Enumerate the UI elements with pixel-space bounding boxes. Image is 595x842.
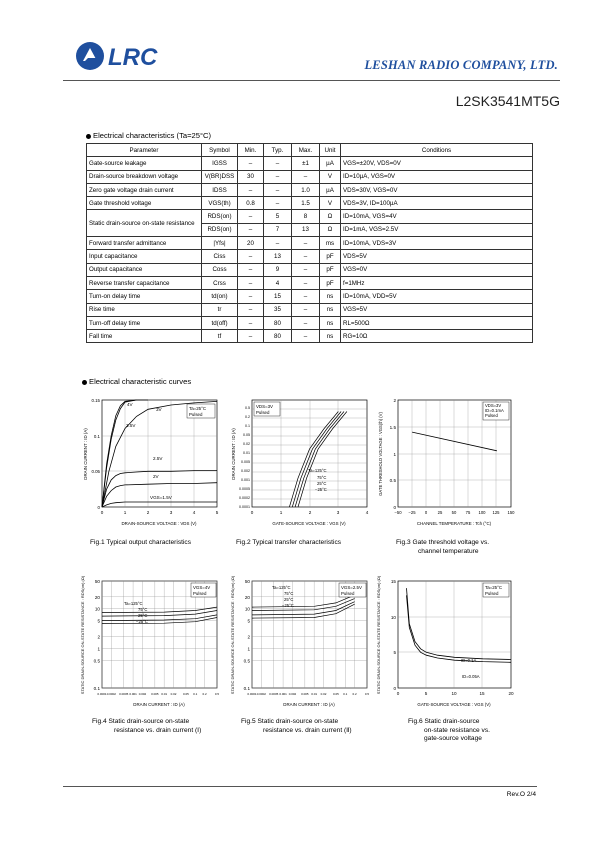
fig1-label-1.5v: VGS=1.5V [150,495,172,500]
svg-text:25°C: 25°C [284,597,294,602]
table-cell-unit: pF [320,263,341,276]
svg-text:125: 125 [492,510,500,515]
fig1-label-2.5v: 2.5V [153,456,163,461]
table-cell-sym: IDSS [202,183,238,196]
svg-text:2: 2 [393,398,396,403]
table-cell-max: – [292,290,320,303]
table-cell-param: Forward transfer admittance [87,237,202,250]
table-cell-min: – [238,210,264,223]
svg-text:0.0002: 0.0002 [239,496,250,500]
fig1-note-1: Pulsed [189,412,203,417]
fig4-xtick: 0.002 [138,692,147,696]
table-cell-sym: Coss [202,263,238,276]
header-parameter: Parameter [87,144,202,157]
table-cell-min: 0.8 [238,197,264,210]
section-title: Electrical characteristics (Ta=25°C) [93,131,212,140]
table-cell-max: 1.0 [292,183,320,196]
table-cell-sym: tr [202,303,238,316]
svg-text:0: 0 [393,505,396,510]
fig6-series-ID=0.05A [407,595,512,662]
table-cell-typ: – [264,237,292,250]
fig5-xtick: 0.0005 [269,692,279,696]
footer-rule [63,786,537,787]
table-cell-cond: f=1MHz [341,276,533,289]
svg-text:10: 10 [390,615,396,620]
fig5-xtick: 0.1 [343,692,348,696]
fig1-series-2.5V [102,471,217,507]
table-cell-cond: VGS=±20V, VDS=0V [341,157,533,170]
table-cell-param: Fall time [87,330,202,343]
fig4-ytick: 5 [97,618,100,624]
fig5-ytick: 20 [244,594,250,600]
table-cell-min: – [238,303,264,316]
svg-text:0.5: 0.5 [245,406,250,410]
fig5-xtick: 0.02 [320,692,327,696]
svg-text:25: 25 [437,510,443,515]
table-cell-min: – [238,263,264,276]
table-cell-min: – [238,290,264,303]
table-row [87,237,533,250]
fig4-ytick: 0.1 [93,686,100,691]
table-cell-unit: ns [320,316,341,329]
table-cell-max: – [292,316,320,329]
fig3-xlabel: CHANNEL TEMPERATURE : Tch (°C) [416,521,492,526]
section-title: Electrical characteristic curves [89,377,192,386]
table-row [87,210,533,223]
table-cell-max: – [292,330,320,343]
table-cell-typ: – [264,170,292,183]
chart-fig4 [78,573,226,711]
bullet-icon [82,380,87,385]
table-cell-typ: 80 [264,316,292,329]
svg-text:75°C: 75°C [284,591,294,596]
fig1-xtick: 3 [169,510,173,515]
table-cell-unit: V [320,197,341,210]
fig5-xlabel: DRAIN CURRENT : ID (A) [283,702,335,707]
table-cell-min: – [238,330,264,343]
fig6-ylabel: STATIC DRAIN-SOURCE ON-STATE RESISTANCE : RDS(on) (Ω) [376,575,381,695]
fig4-caption: Fig.4 Static drain-source on-state resistance vs. drain current (Ⅰ) [92,718,202,734]
svg-text:−50: −50 [394,510,402,515]
header-rule [63,80,560,81]
fig4-xtick: 0.005 [151,692,159,696]
table-cell-param: Zero gate voltage drain current [87,183,202,196]
table-cell-typ: 5 [264,210,292,223]
fig1-xtick: 1 [123,510,127,515]
fig2-note-0: VDS=3V [256,404,273,409]
fig5-ytick: 1 [247,646,250,652]
table-cell-max: – [292,276,320,289]
table-row [87,170,533,183]
fig1-plot [83,398,219,526]
fig6-note-0: Ta=25°C [485,585,503,590]
table-cell-cond: VGS=5V [341,303,533,316]
svg-text:15: 15 [479,691,485,696]
fig1-xtick: 2 [146,510,150,515]
header-typ: Typ. [264,144,292,157]
svg-text:−25: −25 [408,510,416,515]
fig1-note-0: Ta=25°C [189,406,207,411]
table-cell-max: ±1 [292,157,320,170]
table-cell-min: – [238,276,264,289]
fig4-xtick: 0.5 [214,692,220,696]
table-cell-min: – [238,316,264,329]
header-conditions: Conditions [341,144,533,157]
fig5-ytick: 0.1 [243,686,250,691]
table-cell-max: – [292,303,320,316]
svg-text:25°C: 25°C [138,613,148,618]
fig2-label-25: 25°C [317,481,327,486]
table-cell-cond: ID=10µA, VGS=0V [341,170,533,183]
fig6-label-b: ID=0.05A [462,674,480,679]
fig1-ytick: 0.15 [91,398,100,403]
table-cell-typ: 80 [264,330,292,343]
fig4-ytick: 2 [97,634,100,640]
fig2-xtick: 4 [365,510,369,515]
table-cell-param: Gate-source leakage [87,157,202,170]
fig5-ytick: 2 [247,634,250,640]
svg-text:0.2: 0.2 [245,415,250,419]
table-cell-sym: RDS(on) [202,210,238,223]
page-revision: Rev.O 2/4 [506,791,536,798]
table-cell-cond: RG=10Ω [341,330,533,343]
fig5-note-0: VGS=2.5V [341,585,362,590]
svg-text:0.5: 0.5 [389,478,396,483]
table-cell-typ: 35 [264,303,292,316]
fig6-note-1: Pulsed [485,591,499,596]
svg-text:75: 75 [465,510,471,515]
table-cell-min: – [238,183,264,196]
table-row [87,330,533,343]
table-cell-param: Turn-off delay time [87,316,202,329]
fig1-xtick: 0 [100,510,104,515]
table-cell-param: Reverse transfer capacitance [87,276,202,289]
fig5-ytick: 0.5 [243,658,250,664]
table-cell-max: 1.5 [292,197,320,210]
table-cell-unit: V [320,170,341,183]
table-cell-sym: Ciss [202,250,238,263]
fig1-series-3.5V [102,400,137,507]
svg-text:5: 5 [393,650,396,655]
table-cell-sym: td(off) [202,316,238,329]
fig2-xlabel: GATE-SOURCE VOLTAGE : VGS (V) [272,521,346,526]
table-row [87,250,533,263]
svg-text:0.1: 0.1 [245,424,250,428]
fig1-series-1.5V [102,502,217,507]
fig1-ytick: 0.05 [91,469,100,474]
svg-text:Ta=125°C: Ta=125°C [124,601,143,606]
fig1-ytick: 0.1 [93,434,100,439]
chart-fig2 [228,392,376,530]
fig4-ytick: 10 [94,606,100,612]
table-row [87,290,533,303]
table-cell-min: – [238,157,264,170]
fig4-xtick: 0.1 [193,692,198,696]
svg-text:0: 0 [424,510,428,515]
svg-text:0.002: 0.002 [241,469,250,473]
fig6-caption: Fig.6 Static drain-source on-state resistance vs. gate-source voltage [408,718,490,742]
table-header-row [87,144,533,157]
fig4-ytick: 0.5 [93,658,100,664]
table-cell-cond: ID=10mA, VGS=4V [341,210,533,223]
table-cell-unit: µA [320,183,341,196]
table-cell-sym: V(BR)DSS [202,170,238,183]
table-cell-cond: VDS=30V, VGS=0V [341,183,533,196]
fig3-note-0: VDS=3V [485,403,502,408]
fig4-ytick: 20 [94,594,100,600]
fig4-series-75°C [102,611,217,617]
svg-text:0.0001: 0.0001 [239,505,250,509]
table-cell-min: – [238,250,264,263]
fig3-ylabel: GATE THRESHOLD VOLTAGE : VGS(th) (V) [378,412,383,496]
svg-text:0: 0 [393,686,396,691]
svg-text:150: 150 [507,510,515,515]
table-row [87,197,533,210]
table-cell-sym: tf [202,330,238,343]
svg-text:0.01: 0.01 [243,451,250,455]
bullet-icon [86,134,91,139]
fig5-xtick: 0.5 [364,692,370,696]
table-cell-unit: ms [320,237,341,250]
fig5-xtick: 0.001 [279,692,287,696]
table-cell-typ: 4 [264,276,292,289]
fig5-caption: Fig.5 Static drain-source on-state resistance vs. drain current (Ⅱ) [241,718,352,734]
table-cell-cond: ID=10mA, VDD=5V [341,290,533,303]
fig4-xtick: 0.2 [202,692,207,696]
header-max: Max. [292,144,320,157]
svg-text:50: 50 [451,510,457,515]
fig5-series-25°C [252,602,355,615]
table-cell-cond: RL=500Ω [341,316,533,329]
company-name: LESHAN RADIO COMPANY, LTD. [364,58,558,72]
svg-text:0.0005: 0.0005 [239,487,250,491]
table-cell-unit: ns [320,330,341,343]
fig5-ytick: 50 [244,579,250,584]
svg-text:Ta=125°C: Ta=125°C [272,585,291,590]
fig1-xtick: 4 [192,510,196,515]
fig2-label-75: 75°C [317,475,327,480]
table-cell-cond: VDS=3V, ID=100µA [341,197,533,210]
svg-text:0.02: 0.02 [243,442,250,446]
fig4-ytick: 1 [97,646,100,652]
table-cell-typ: 9 [264,263,292,276]
fig4-xlabel: DRAIN CURRENT : ID (A) [133,702,185,707]
table-cell-unit: ns [320,303,341,316]
fig5-ylabel: STATIC DRAIN-SOURCE ON-STATE RESISTANCE : RDS(on) (Ω) [230,575,235,695]
table-cell-unit: pF [320,276,341,289]
header-min: Min. [238,144,264,157]
table-cell-unit: ns [320,290,341,303]
section-electrical-characteristics [86,131,211,140]
fig5-ytick: 10 [244,606,250,612]
svg-text:−25°C: −25°C [282,603,294,608]
table-cell-sym: IGSS [202,157,238,170]
fig5-xtick: 0.05 [332,692,339,696]
fig4-xtick: 0.05 [182,692,189,696]
fig3-note-1: ID=0.1mA [485,408,504,413]
svg-text:15: 15 [390,579,396,584]
table-cell-typ: – [264,183,292,196]
fig4-xtick: 0.02 [170,692,177,696]
fig4-xtick: 0.0002 [106,692,116,696]
table-cell-cond: VGS=0V [341,263,533,276]
fig2-label-m25: −25°C [315,487,327,492]
table-cell-sym: RDS(on) [202,223,238,236]
svg-text:20: 20 [508,691,514,696]
table-cell-max: – [292,263,320,276]
table-cell-unit: Ω [320,210,341,223]
fig4-xtick: 0.0001 [97,692,107,696]
svg-text:0.005: 0.005 [241,460,250,464]
table-row [87,157,533,170]
table-cell-sym: td(on) [202,290,238,303]
fig4-note-1: Pulsed [193,591,207,596]
svg-text:5: 5 [424,691,428,696]
fig1-label-2v: 2V [153,474,159,479]
fig5-xtick: 0.002 [288,692,297,696]
spec-table [86,143,533,343]
table-cell-typ: – [264,157,292,170]
table-cell-max: – [292,237,320,250]
table-cell-unit: µA [320,157,341,170]
fig5-xtick: 0.0001 [247,692,257,696]
table-cell-unit: pF [320,250,341,263]
table-cell-param: Input capacitance [87,250,202,263]
table-cell-typ: – [264,197,292,210]
svg-text:100: 100 [478,510,486,515]
table-cell-min: 20 [238,237,264,250]
fig2-note-1: Pulsed [256,410,270,415]
table-cell-param: Rise time [87,303,202,316]
section-curves [82,377,191,386]
table-cell-typ: 15 [264,290,292,303]
fig4-note-0: VGS=4V [193,585,211,590]
fig5-xtick: 0.2 [352,692,357,696]
table-cell-sym: |Yfs| [202,237,238,250]
svg-text:0.001: 0.001 [241,478,250,482]
fig1-label-4v: 4V [127,402,133,407]
part-number: L2SK3541MT5G [455,93,560,109]
fig1-ylabel: DRAIN CURRENT : ID (A) [83,428,88,480]
chart-fig6 [374,573,522,711]
fig1-xlabel: DRAIN-SOURCE VOLTAGE : VDS (V) [121,521,197,526]
fig5-xtick: 0.0002 [256,692,266,696]
fig6-label-a: ID=0.1A [461,658,477,663]
svg-text:0.05: 0.05 [243,433,250,437]
table-cell-unit: Ω [320,223,341,236]
table-row [87,316,533,329]
table-cell-max: 13 [292,223,320,236]
table-row [87,183,533,196]
table-row [87,263,533,276]
svg-text:1.5: 1.5 [389,425,396,430]
fig2-label-125: Ta=125°C [308,468,327,473]
fig4-xtick: 0.01 [161,692,168,696]
fig6-series-ID=0.1A [407,588,512,659]
fig5-xtick: 0.005 [301,692,309,696]
fig6-xlabel: GATE-SOURCE VOLTAGE : VGS (V) [417,702,491,707]
table-row [87,303,533,316]
svg-text:10: 10 [451,691,457,696]
fig4-xtick: 0.001 [129,692,137,696]
table-cell-param: Output capacitance [87,263,202,276]
chart-fig3 [374,392,522,530]
table-cell-cond: ID=10mA, VDS=3V [341,237,533,250]
fig1-xtick: 5 [215,510,219,515]
table-cell-param: Drain-source breakdown voltage [87,170,202,183]
fig4-series-Ta=125°C [102,607,217,613]
fig2-xtick: 1 [279,510,283,515]
table-cell-typ: 7 [264,223,292,236]
fig4-ylabel: STATIC DRAIN-SOURCE ON-STATE RESISTANCE : RDS(on) (Ω) [80,575,85,695]
fig5-note-1: Pulsed [341,591,355,596]
fig3-series [412,432,497,451]
table-cell-typ: 13 [264,250,292,263]
header-symbol: Symbol [202,144,238,157]
fig2-ylabel: DRAIN CURRENT : ID (A) [231,428,236,480]
table-cell-param: Gate threshold voltage [87,197,202,210]
table-cell-cond: ID=1mA, VGS=2.5V [341,223,533,236]
lrc-logo [74,40,179,72]
table-cell-max: 8 [292,210,320,223]
svg-text:−25°C: −25°C [136,619,148,624]
table-row [87,276,533,289]
logo-text: LRC [108,44,158,71]
fig2-xtick: 0 [250,510,254,515]
fig2-caption: Fig.2 Typical transfer characteristics [236,539,342,546]
table-cell-cond: VDS=5V [341,250,533,263]
table-cell-max: – [292,170,320,183]
chart-fig1 [78,392,226,530]
fig3-caption: Fig.3 Gate threshold voltage vs. channel temperature [396,539,490,555]
fig1-label-3.5v: 3.5V [126,423,136,428]
fig4-ytick: 50 [94,579,100,584]
table-cell-param: Static drain-source on-state resistance [87,210,202,237]
table-cell-min: – [238,223,264,236]
fig3-note-2: Pulsed [485,413,498,418]
table-cell-sym: Crss [202,276,238,289]
fig2-xtick: 2 [308,510,312,515]
svg-text:0: 0 [396,691,400,696]
svg-text:1: 1 [393,452,396,457]
header-unit: Unit [320,144,341,157]
table-cell-param: Turn-on delay time [87,290,202,303]
fig1-ytick: 0 [97,505,100,510]
fig1-caption: Fig.1 Typical output characteristics [90,539,192,546]
table-cell-min: 30 [238,170,264,183]
table-cell-max: – [292,250,320,263]
fig5-xtick: 0.01 [311,692,318,696]
fig2-xtick: 3 [336,510,340,515]
fig5-ytick: 5 [247,618,250,624]
fig1-label-3v: 3V [156,407,162,412]
svg-text:75°C: 75°C [138,607,148,612]
chart-fig5 [228,573,376,711]
table-cell-sym: VGS(th) [202,197,238,210]
fig4-xtick: 0.0005 [119,692,129,696]
